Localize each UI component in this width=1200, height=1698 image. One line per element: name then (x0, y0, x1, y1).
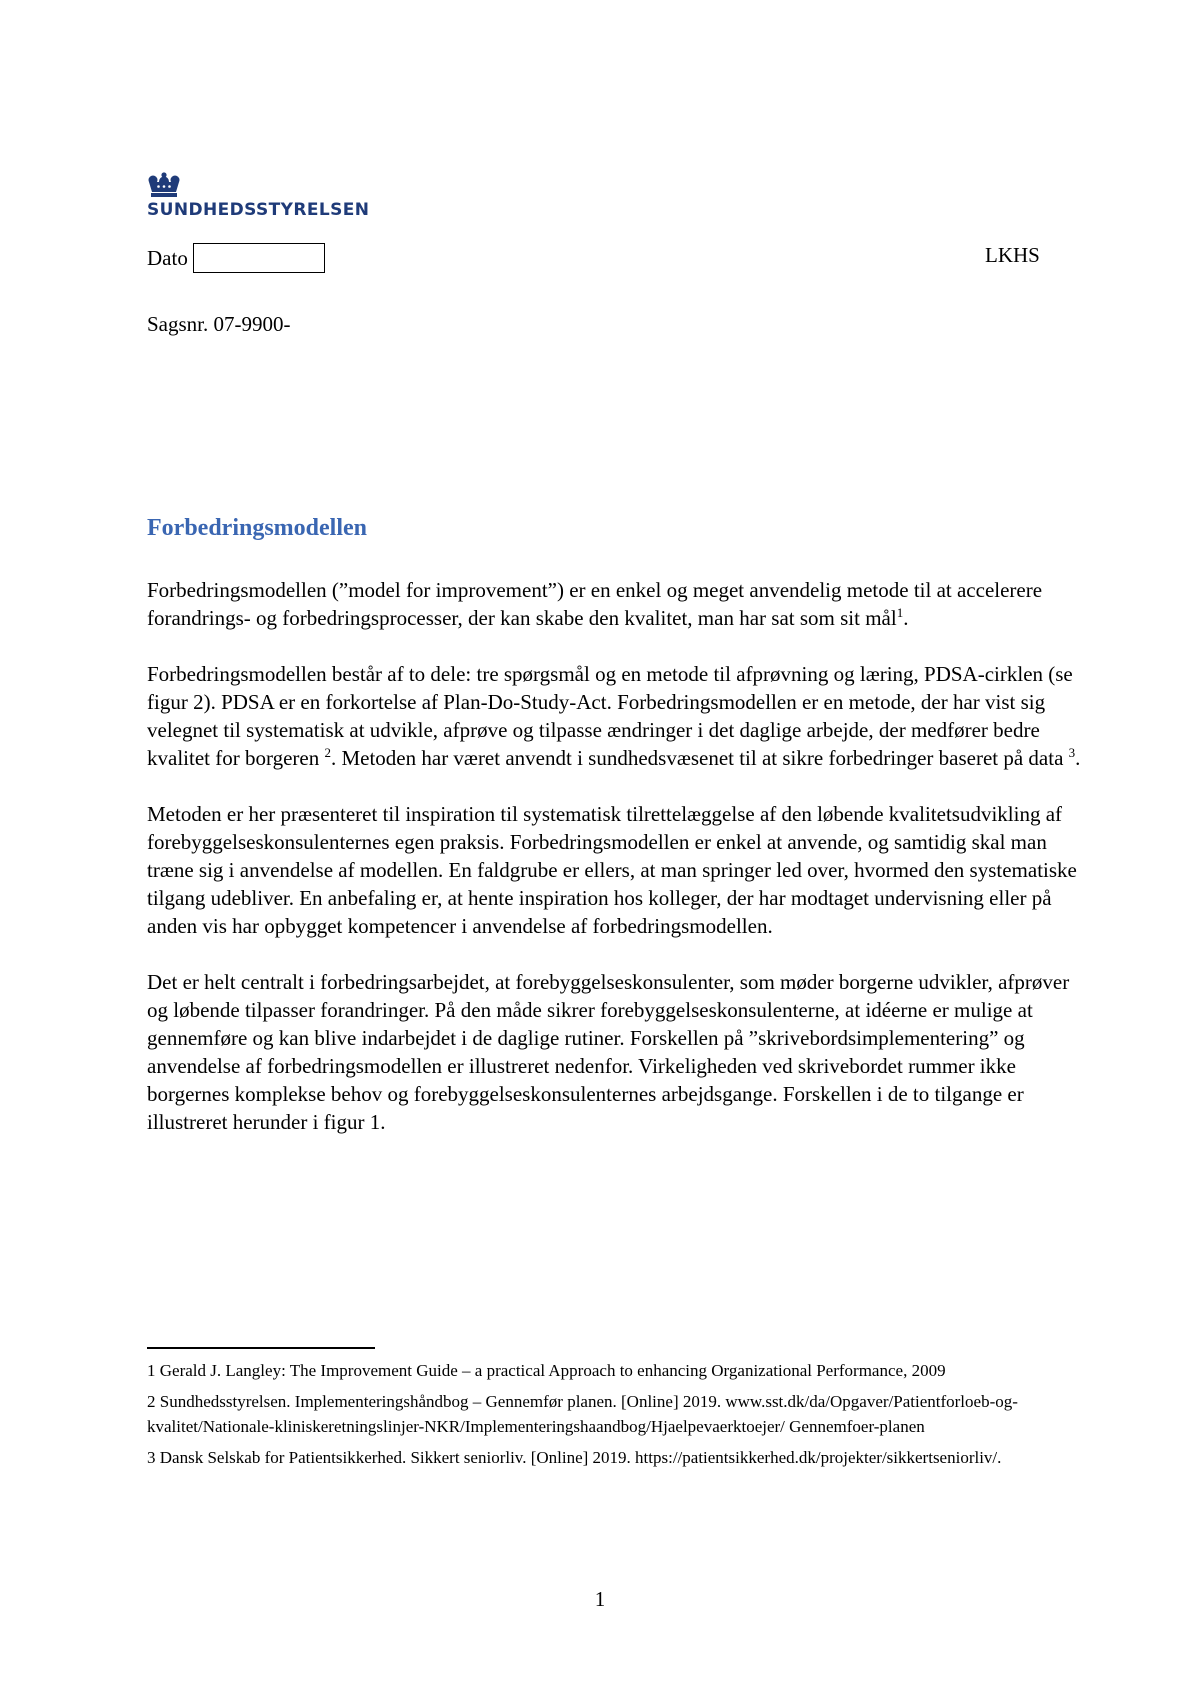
paragraph-3: Metoden er her præsenteret til inspiration til systematisk tilrettelæggelse af den løbende kvalitetsudvikling af forebyggelseskonsulenternes egen praksis. Forbedringsmodellen er enkel at anvende, og samtidig skal man træne sig i anvendelse af modellen. En faldgrube er ellers, at man springer led over, hvormed den systematiske tilgang udebliver. En anbefaling er, at hente inspiration hos kolleger, der har modtaget undervisning eller på anden vis har opbygget kompetencer i anvendelse af forbedringsmodellen. (147, 802, 1077, 938)
footnote-ref-3[interactable]: 3 (1068, 745, 1076, 760)
footnote-2: 2 Sundhedsstyrelsen. Implementeringshåndbog – Gennemfør planen. [Online] 2019. www.sst.dk/da/Opgaver/Patientforloeb-og-kvalitet/Nationale-kliniskeretningslinjer-NKR/Implementeringshaandbog/Hjaelpevaerktoejer/ Gennemfoer-planen (147, 1392, 1018, 1436)
author-initials: LKHS (985, 243, 1040, 267)
sundhedsstyrelsen-logo (147, 172, 369, 220)
footnote-separator (147, 1347, 375, 1349)
paragraph-2-tail-b: . (1075, 746, 1081, 770)
paragraph-1 (147, 576, 1087, 632)
paragraph-4: Det er helt centralt i forbedringsarbejdet, at forebyggelseskonsulenter, som møder borgerne udvikler, afprøver og løbende tilpasser forandringer. På den måde sikrer forebyggelseskonsulenterne, at idéerne er mulige at gennemføre og kan blive indarbejdet i de daglige rutiner. Forskellen på ”skrivebordsimplementering” og anvendelse af forbedringsmodellen er illustreret nedenfor. Virkeligheden ved skrivebordet rummer ikke borgernes komplekse behov og forebyggelseskonsulenternes arbejdsgange. Forskellen i de to tilgange er illustreret herunder i figur 1. (147, 970, 1070, 1134)
case-number: Sagsnr. 07-9900- (147, 312, 291, 336)
paragraph-1-tail: . (903, 606, 909, 630)
crown-icon (147, 172, 181, 198)
dato-row (147, 243, 325, 273)
document-title: Forbedringsmodellen (147, 515, 367, 541)
footnote-ref-2[interactable]: 2 (324, 745, 331, 760)
paragraph-2-text-a: Forbedringsmodellen består af to dele: tre spørgsmål og en metode til afprøvning og læring, PDSA-cirklen (se figur 2). PDSA er en forkortelse af Plan-Do-Study-Act. Forbedringsmodellen er en metode, der har vist sig velegnet til systematisk at udvikle, afprøve og tilpasse ændringer i det daglige arbejde, der medfører bedre kvalitet for borgeren (147, 662, 1073, 770)
dato-label: Dato (147, 245, 188, 270)
footnotes (147, 1358, 1087, 1476)
dato-field[interactable] (193, 243, 325, 273)
paragraph-2 (147, 660, 1087, 772)
paragraph-2-text-b: Metoden har været anvendt i sundhedsvæsenet til at sikre forbedringer baseret på data (336, 746, 1069, 770)
footnote-1: 1 Gerald J. Langley: The Improvement Guide – a practical Approach to enhancing Organizational Performance, 2009 (147, 1361, 946, 1380)
page-number: 1 (594, 1587, 606, 1611)
logo-text: SUNDHEDSSTYRELSEN (147, 200, 370, 220)
document-body (147, 576, 1087, 1164)
paragraph-2-tail-a: . (330, 746, 337, 770)
footnote-ref-1[interactable]: 1 (896, 605, 904, 620)
footnote-3: 3 Dansk Selskab for Patientsikkerhed. Sikkert seniorliv. [Online] 2019. https://patientsikkerhed.dk/projekter/sikkertseniorliv/. (147, 1448, 1002, 1467)
paragraph-1-text: Forbedringsmodellen (”model for improvement”) er en enkel og meget anvendelig metode til at accelerere forandrings- og forbedringsprocesser, der kan skabe den kvalitet, man har sat som sit mål (147, 578, 1043, 630)
